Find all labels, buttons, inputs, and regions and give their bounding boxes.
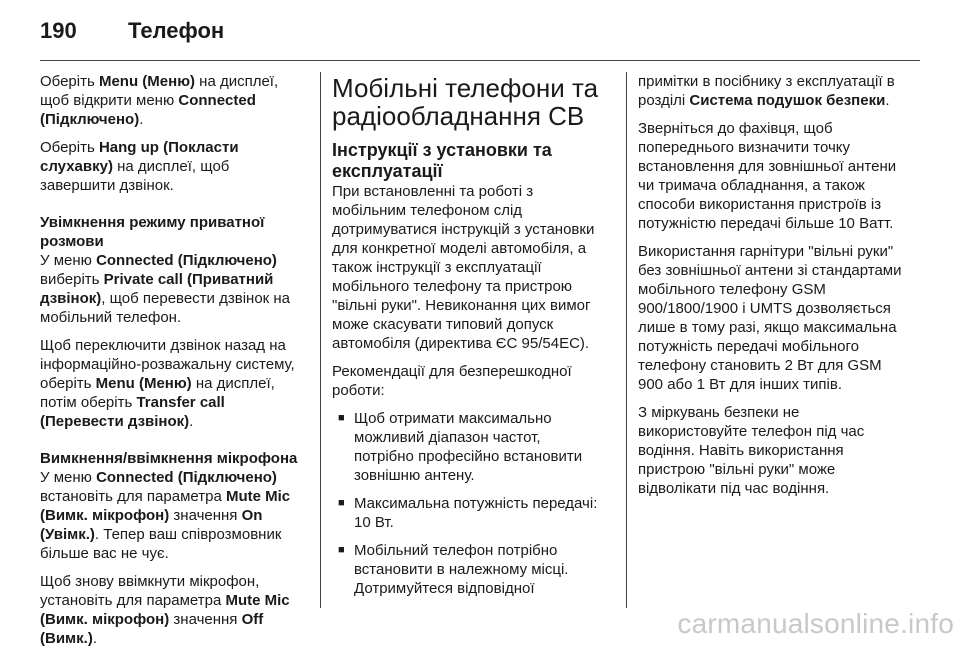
column-divider-2: [626, 72, 627, 608]
bullet-icon: ■: [338, 412, 345, 424]
list-item: ■ Мобільний телефон потрібно встановити в належному місці. Дотримуйтеся відповідної: [338, 542, 569, 597]
paragraph-installation: При встановленні та роботі з мобільним телефоном слід дотримуватися інструкцій з установки для конкретної моделі автомобіля, а також інструкції з експлуатації мобільного телефону та пристрою "вільні руки". Невиконання цих вимог може скасувати типовий допуск автомобіля (директива ЄС 95/54EC).: [332, 183, 595, 352]
list-item: ■ Максимальна потужність передачі: 10 Вт.: [338, 495, 598, 531]
paragraph-hang-up: Оберіть Hang up (Покласти слухавку) на дисплеї, щоб завершити дзвінок.: [40, 139, 239, 194]
list-item: ■ Щоб отримати максимально можливий діапазон частот, потрібно професійно встановити зовнішню антену.: [338, 410, 583, 484]
column-1: [40, 72, 308, 657]
section-heading-mute-mic: Вимкнення/ввімкнення мікрофона: [40, 450, 298, 467]
paragraph-antenna: Зверніться до фахівця, щоб попереднього визначити точку встановлення для зовнішньої антени чи тримача обладнання, а також способи використання пристроїв із потужністю передачі більше 10 Ватт.: [638, 120, 897, 232]
column-3: [638, 72, 904, 507]
page-number: 190: [40, 18, 77, 43]
header-rule: [40, 60, 920, 61]
page-title: Телефон: [128, 18, 225, 43]
paragraph-transfer-call: Щоб переключити дзвінок назад на інформаційно-розважальну систему, оберіть Menu (Меню) на дисплеї, потім оберіть Transfer call (Перевести дзвінок).: [40, 337, 295, 430]
paragraph-open-menu: Оберіть Menu (Меню) на дисплеї, щоб відкрити меню Connected (Підключено).: [40, 73, 279, 128]
paragraph-airbag-note: примітки в посібнику з експлуатації в розділі Система подушок безпеки.: [638, 73, 895, 109]
paragraph-safety: З міркувань безпеки не використовуйте телефон під час водіння. Навіть використання пристрою "вільні руки" може відволікати під час водіння.: [638, 404, 865, 497]
page-header: [40, 14, 224, 48]
column-divider-1: [320, 72, 321, 608]
watermark: carmanualsonline.info: [677, 608, 954, 639]
paragraph-recommendations: Рекомендації для безперешкодної роботи:: [332, 363, 572, 399]
subheading-installation: Інструкції з установки та експлуатації: [332, 140, 552, 181]
paragraph-mute-on: У меню Connected (Підключено) встановіть для параметра Mute Mic (Вимк. мікрофон) значення On (Увімк.). Тепер ваш співрозмовник більше вас не чує.: [40, 469, 291, 562]
paragraph-private-call: У меню Connected (Підключено) виберіть Private call (Приватний дзвінок), щоб перевести дзвінок на мобільний телефон.: [40, 252, 291, 326]
section-title-mobile-phones: Мобільні телефони та радіообладнання СВ: [332, 73, 599, 131]
recommendation-list: [332, 409, 600, 598]
paragraph-mute-off: Щоб знову ввімкнути мікрофон, установіть для параметра Mute Mic (Вимк. мікрофон) значення Off (Вимк.).: [40, 573, 290, 647]
paragraph-handsfree: Використання гарнітури "вільні руки" без зовнішньої антени зі стандартами мобільного телефону GSM 900/1800/1900 і UMTS дозволяється лише в тому разі, якщо максимальна потужність передачі мобільного телефону становить 2 Вт для GSM 900 або 1 Вт для інших типів.: [638, 243, 902, 393]
bullet-icon: ■: [338, 497, 345, 509]
bullet-icon: ■: [338, 544, 345, 556]
section-heading-private-call: Увімкнення режиму приватної розмови: [40, 214, 265, 250]
column-2: [332, 72, 600, 607]
